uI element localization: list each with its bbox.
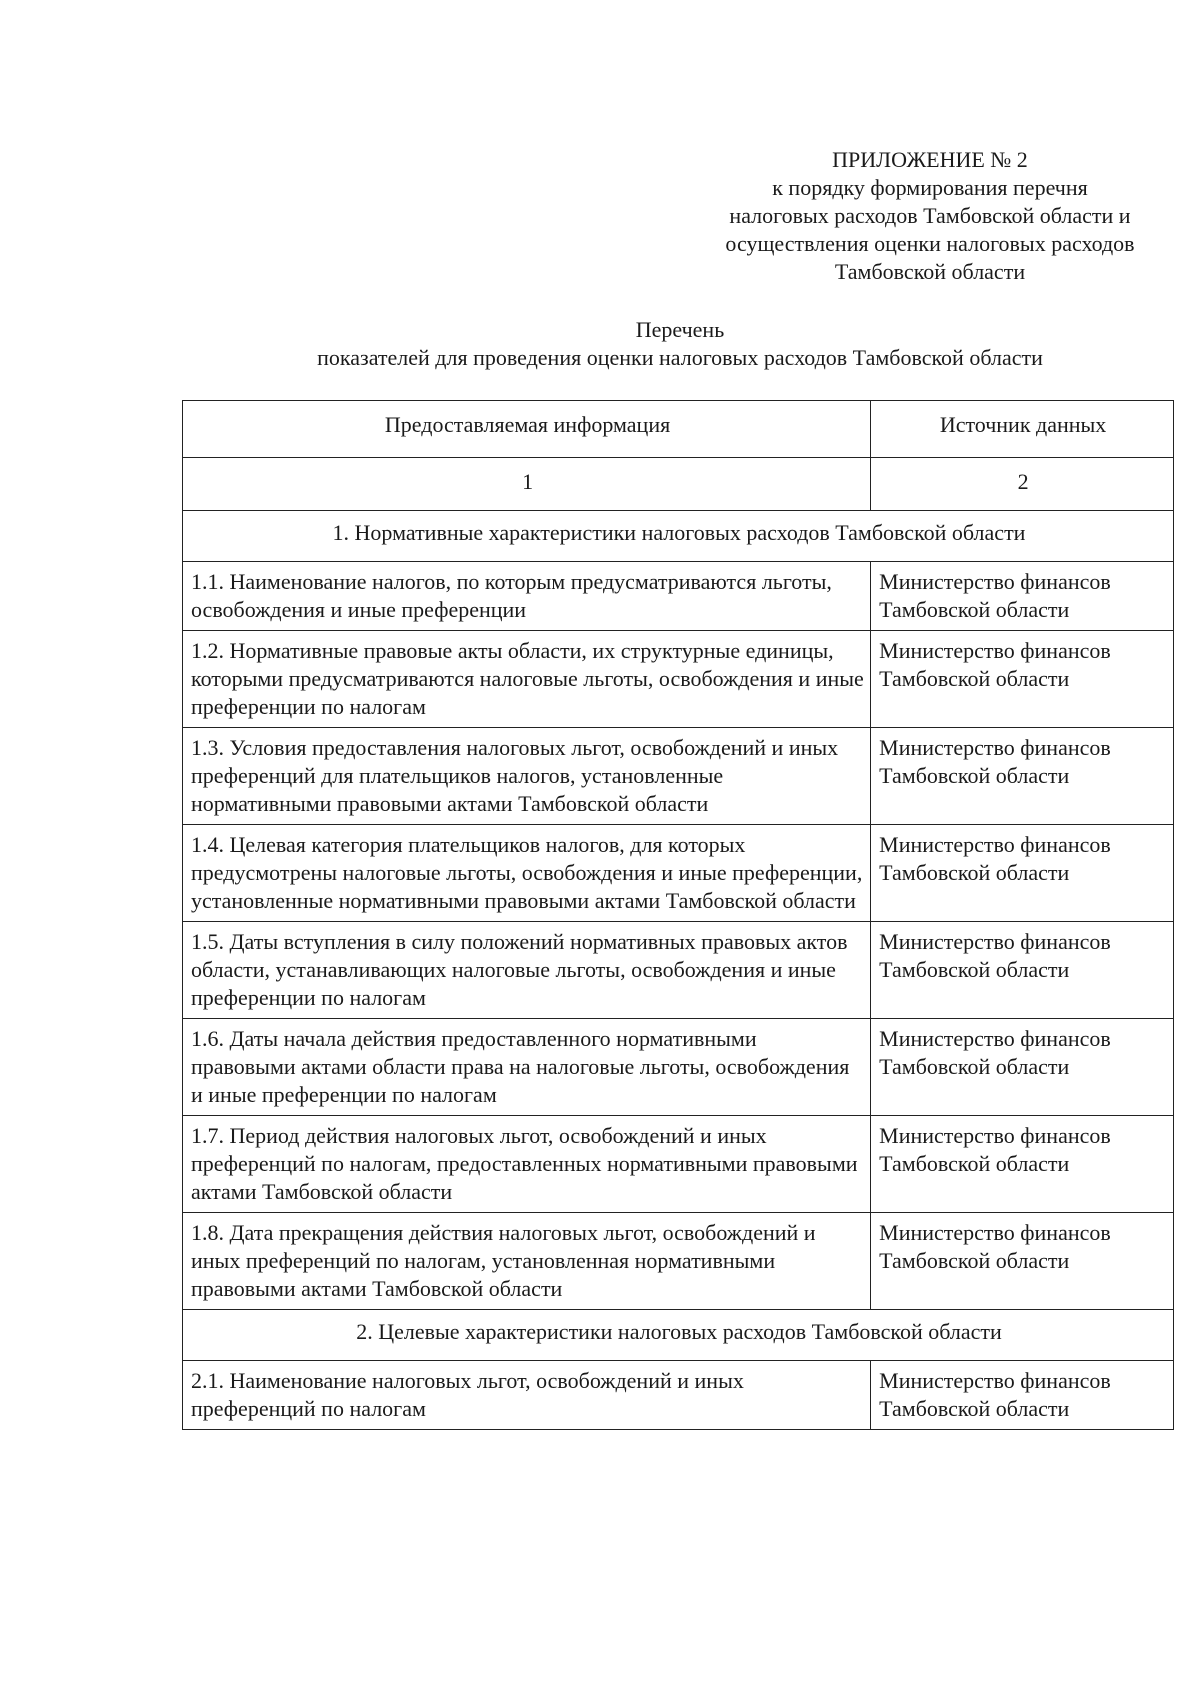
row-source: Министерство финансов Тамбовской области [871, 1019, 1174, 1116]
table-row [183, 922, 1174, 1019]
header-info: Предоставляемая информация [183, 401, 871, 458]
appendix-line: осуществления оценки налоговых расходов [725, 231, 1135, 256]
row-source: Министерство финансов Тамбовской области [871, 825, 1174, 922]
table-row [183, 631, 1174, 728]
row-source: Министерство финансов Тамбовской области [871, 631, 1174, 728]
appendix-number: ПРИЛОЖЕНИЕ № 2 [832, 147, 1028, 172]
table-row [183, 1116, 1174, 1213]
row-info: 1.1. Наименование налогов, по которым предусматриваются льготы, освобождения и иные преференции [183, 562, 871, 631]
row-info: 1.3. Условия предоставления налоговых льгот, освобождений и иных преференций для плательщиков налогов, установленные нормативными правовыми актами Тамбовской области [183, 728, 871, 825]
row-source: Министерство финансов Тамбовской области [871, 922, 1174, 1019]
appendix-line: к порядку формирования перечня [772, 175, 1088, 200]
table-row [183, 562, 1174, 631]
document-title [180, 316, 1180, 372]
row-source: Министерство финансов Тамбовской области [871, 1116, 1174, 1213]
section-heading-row [183, 1310, 1174, 1361]
table-row [183, 1019, 1174, 1116]
indicators-table [182, 400, 1174, 1430]
table-row [183, 825, 1174, 922]
row-info: 1.7. Период действия налоговых льгот, освобождений и иных преференций по налогам, предоставленных нормативными правовыми актами Тамбовской области [183, 1116, 871, 1213]
row-source: Министерство финансов Тамбовской области [871, 562, 1174, 631]
column-number-row [183, 458, 1174, 511]
appendix-line: Тамбовской области [834, 259, 1026, 284]
row-info: 2.1. Наименование налоговых льгот, освобождений и иных преференций по налогам [183, 1361, 871, 1430]
section-heading: 1. Нормативные характеристики налоговых расходов Тамбовской области [183, 511, 1174, 562]
row-info: 1.5. Даты вступления в силу положений нормативных правовых актов области, устанавливающих налоговые льготы, освобождения и иные преференции по налогам [183, 922, 871, 1019]
table-row [183, 1361, 1174, 1430]
table-row [183, 728, 1174, 825]
row-info: 1.8. Дата прекращения действия налоговых льгот, освобождений и иных преференций по налогам, установленная нормативными правовыми актами Тамбовской области [183, 1213, 871, 1310]
table-header-row [183, 401, 1174, 458]
header-source: Источник данных [871, 401, 1174, 458]
table-row [183, 1213, 1174, 1310]
appendix-header [680, 146, 1180, 286]
row-source: Министерство финансов Тамбовской области [871, 728, 1174, 825]
row-source: Министерство финансов Тамбовской области [871, 1361, 1174, 1430]
row-source: Министерство финансов Тамбовской области [871, 1213, 1174, 1310]
column-number: 1 [183, 458, 871, 511]
row-info: 1.6. Даты начала действия предоставленного нормативными правовыми актами области права на налоговые льготы, освобождения и иные преференции по налогам [183, 1019, 871, 1116]
section-heading-row [183, 511, 1174, 562]
row-info: 1.2. Нормативные правовые акты области, их структурные единицы, которыми предусматриваются налоговые льготы, освобождения и иные преференции по налогам [183, 631, 871, 728]
appendix-line: налоговых расходов Тамбовской области и [729, 203, 1131, 228]
row-info: 1.4. Целевая категория плательщиков налогов, для которых предусмотрены налоговые льготы, освобождения и иные преференции, установленные нормативными правовыми актами Тамбовской области [183, 825, 871, 922]
title-line-2: показателей для проведения оценки налоговых расходов Тамбовской области [317, 345, 1043, 370]
title-line-1: Перечень [635, 317, 725, 342]
section-heading: 2. Целевые характеристики налоговых расходов Тамбовской области [183, 1310, 1174, 1361]
column-number: 2 [871, 458, 1174, 511]
